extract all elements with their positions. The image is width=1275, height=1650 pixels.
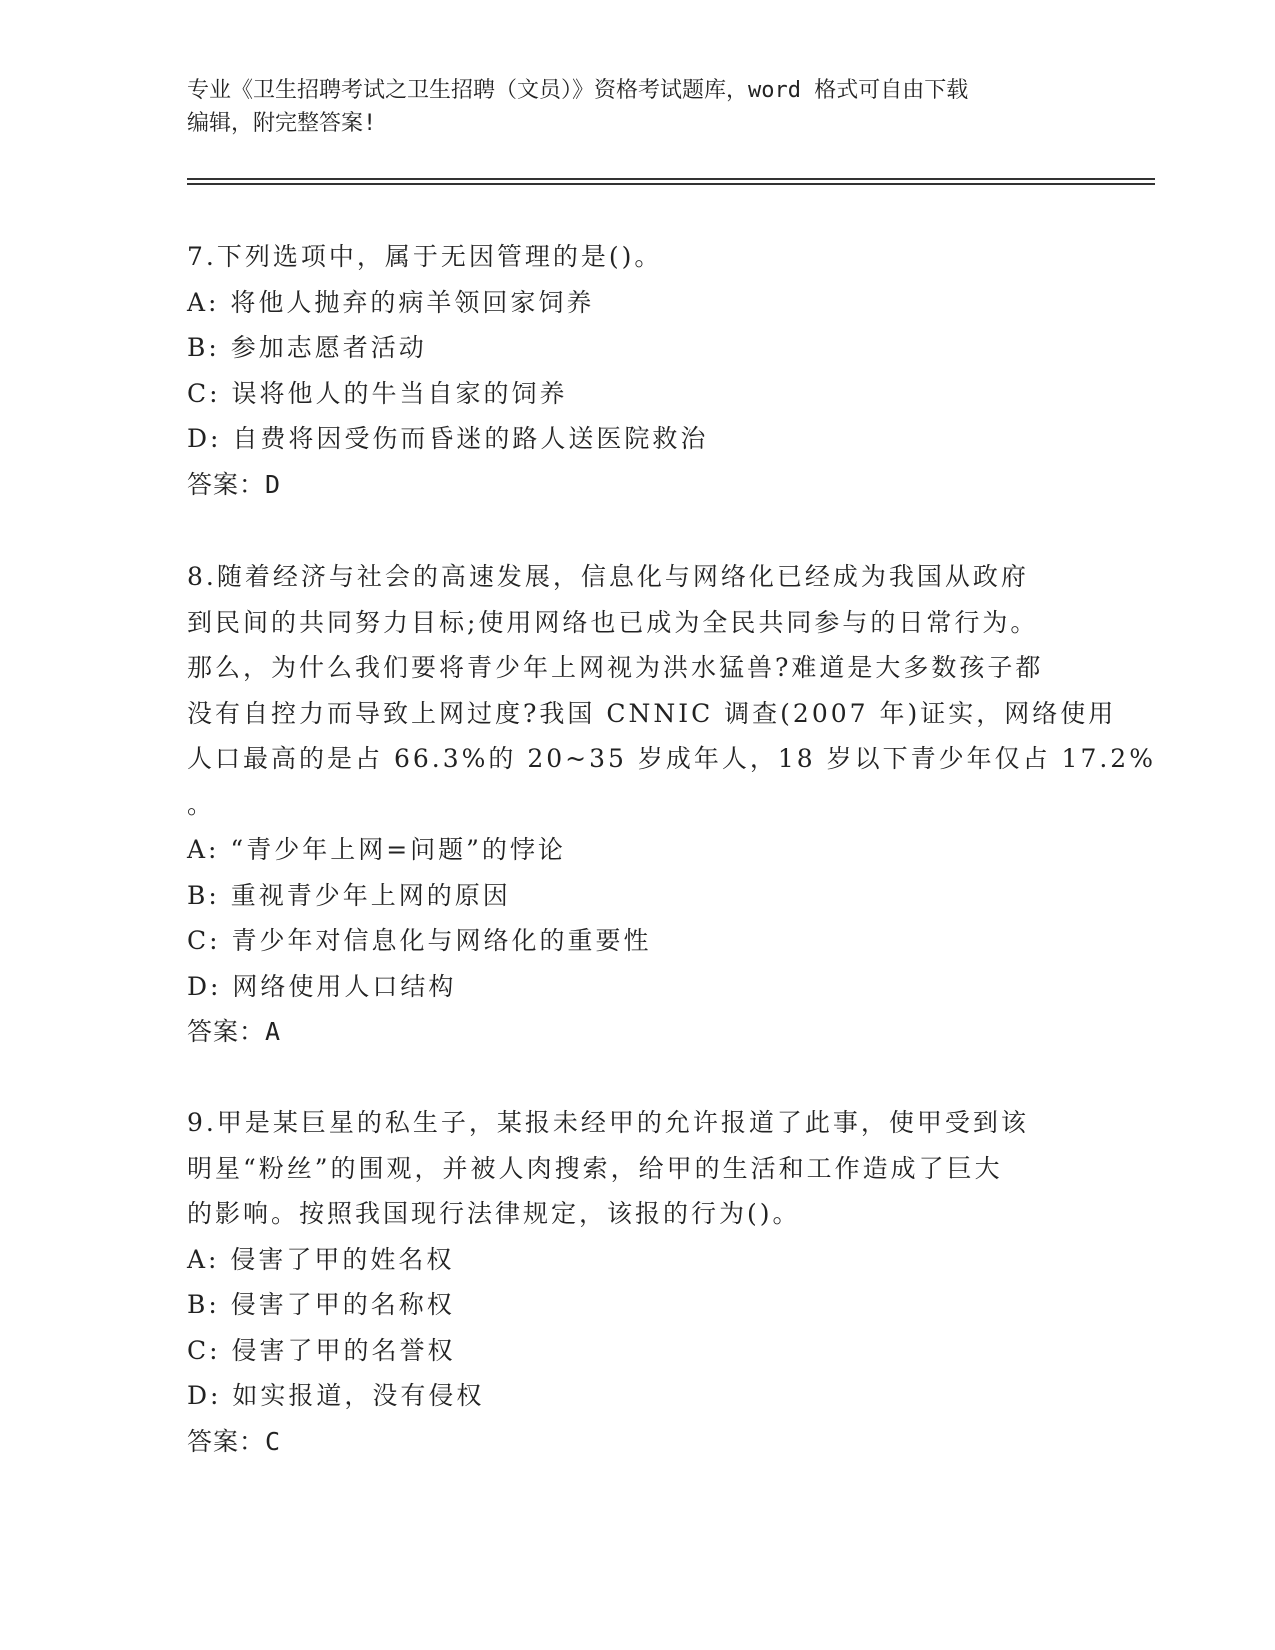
question-stem: 那么，为什么我们要将青少年上网视为洪水猛兽?难道是大多数孩子都 [187, 653, 1044, 682]
question-stem: 到民间的共同努力目标;使用网络也已成为全民共同参与的日常行为。 [187, 607, 1039, 637]
question-7 [187, 234, 1087, 507]
option-b: B: 参加志愿者活动 [187, 333, 427, 362]
question-9 [187, 1100, 1087, 1464]
option-a: A: 将他人抛弃的病羊领回家饲养 [187, 287, 595, 317]
question-stem: 。 [187, 789, 216, 819]
header-line: 编辑，附完整答案! [187, 111, 377, 136]
header-line: 专业《卫生招聘考试之卫生招聘（文员）》资格考试题库，word 格式可自由下载 [187, 78, 969, 103]
answer: 答案：C [187, 1426, 282, 1456]
header-divider [187, 178, 1155, 180]
option-a: A: “青少年上网=问题”的悖论 [187, 835, 566, 864]
option-c: C: 误将他人的牛当自家的饲养 [187, 378, 568, 408]
question-stem: 人口最高的是占 66.3%的 20~35 岁成年人，18 岁以下青少年仅占 17.2% [187, 744, 1156, 773]
option-a: A: 侵害了甲的姓名权 [187, 1244, 455, 1274]
header-divider [187, 183, 1155, 185]
question-stem: 没有自控力而导致上网过度?我国 CNNIC 调查(2007 年)证实，网络使用 [187, 698, 1117, 728]
document-header [187, 74, 1087, 140]
question-8 [187, 554, 1156, 1055]
option-d: D: 如实报道，没有侵权 [187, 1381, 485, 1410]
option-d: D: 自费将因受伤而昏迷的路人送医院救治 [187, 424, 709, 453]
question-stem: 9.甲是某巨星的私生子，某报未经甲的允许报道了此事，使甲受到该 [187, 1108, 1029, 1137]
answer: 答案：A [187, 1017, 282, 1046]
question-stem: 8.随着经济与社会的高速发展，信息化与网络化已经成为我国从政府 [187, 562, 1029, 591]
question-stem: 7.下列选项中，属于无因管理的是()。 [187, 242, 663, 271]
option-b: B: 侵害了甲的名称权 [187, 1290, 455, 1319]
option-c: C: 侵害了甲的名誉权 [187, 1335, 456, 1365]
option-c: C: 青少年对信息化与网络化的重要性 [187, 926, 652, 955]
answer: 答案：D [187, 469, 282, 499]
question-stem: 的影响。按照我国现行法律规定，该报的行为()。 [187, 1199, 801, 1228]
option-d: D: 网络使用人口结构 [187, 971, 457, 1001]
question-stem: 明星“粉丝”的围观，并被人肉搜索，给甲的生活和工作造成了巨大 [187, 1153, 1003, 1183]
option-b: B: 重视青少年上网的原因 [187, 880, 511, 910]
